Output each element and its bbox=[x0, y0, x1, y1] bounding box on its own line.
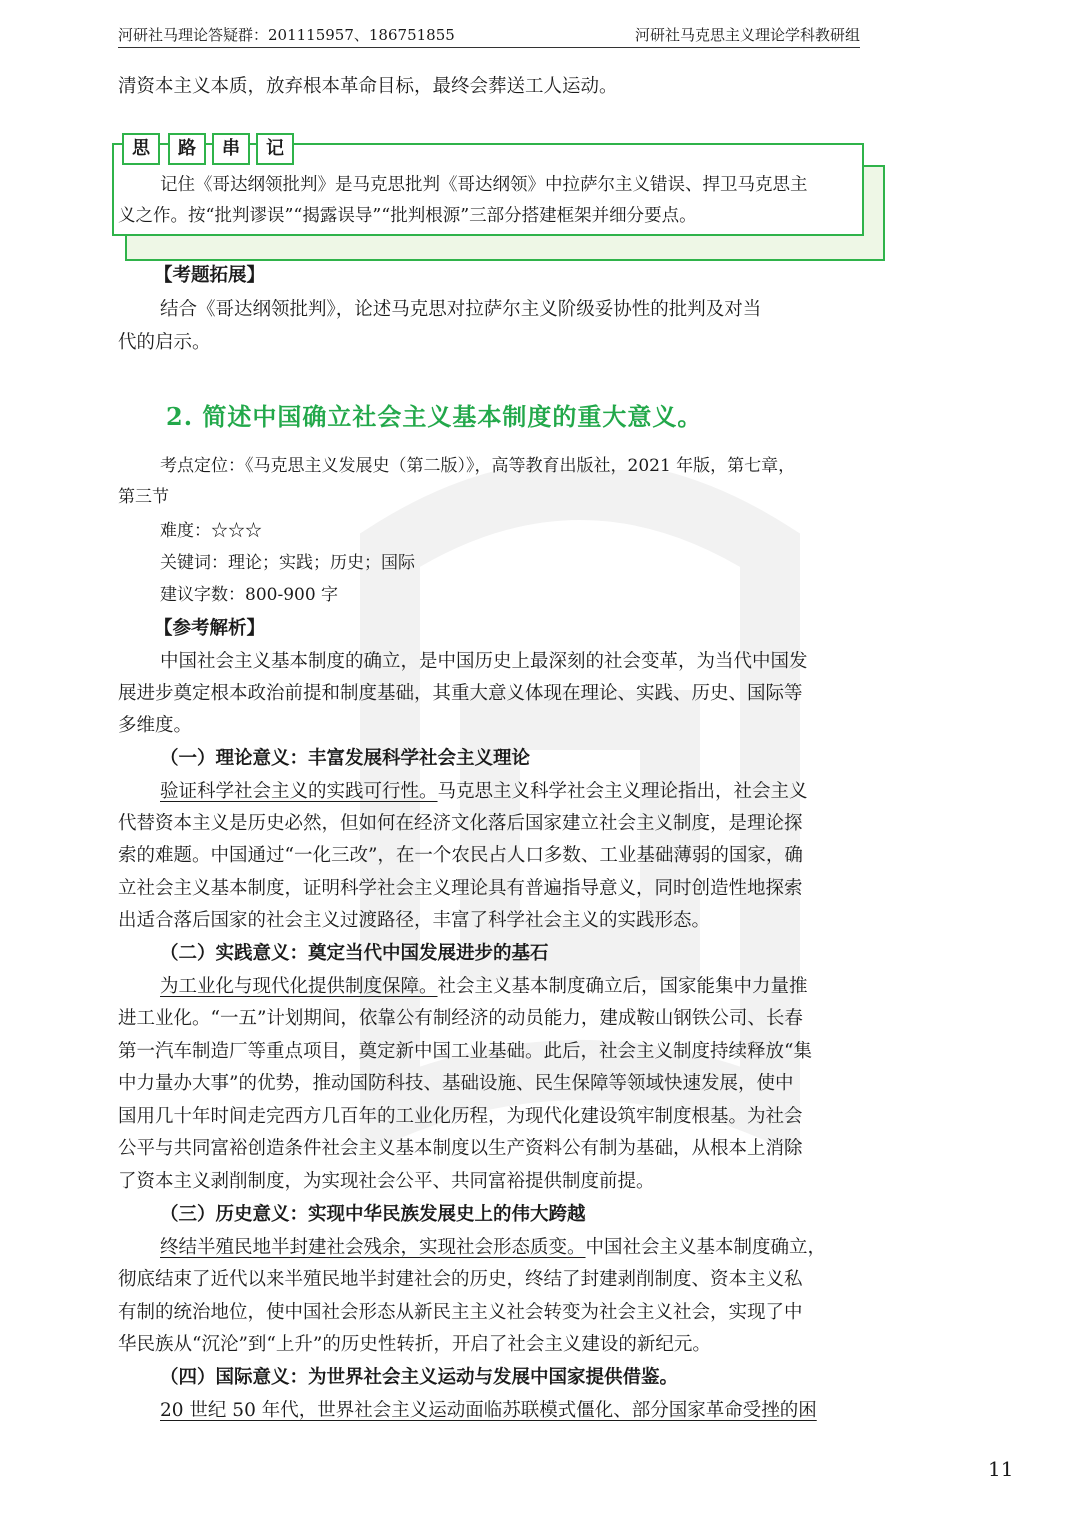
section-3-first-line bbox=[118, 1232, 860, 1264]
section-4-first-line bbox=[118, 1395, 860, 1427]
difficulty: 难度：☆☆☆ bbox=[160, 521, 262, 541]
thinking-tab: 记 bbox=[256, 133, 294, 165]
header-left-text: 河研社马理论答疑群：201115957、186751855 bbox=[118, 26, 455, 44]
section-2-line: 进工业化。“一五”计划期间，依靠公有制经济的动员能力，建成鞍山钢铁公司、长春 bbox=[118, 1008, 803, 1029]
section-1-line: 索的难题。中国通过“一化三改”，在一个农民占人口多数、工业基础薄弱的国家，确 bbox=[118, 845, 803, 866]
analysis-intro-line: 展进步奠定根本政治前提和制度基础，其重大意义体现在理论、实践、历史、国际等 bbox=[118, 683, 803, 704]
section-2-heading: （二）实践意义：奠定当代中国发展进步的基石 bbox=[160, 943, 549, 964]
section-2-key-point: 为工业化与现代化提供制度保障。 bbox=[160, 976, 438, 997]
section-2-line: 中力量办大事”的优势，推动国防科技、基础设施、民生保障等领域快速发展，使中 bbox=[118, 1073, 794, 1094]
section-1-line: 代替资本主义是历史必然，但如何在经济文化落后国家建立社会主义制度，是理论探 bbox=[118, 813, 803, 834]
word-count: 建议字数：800-900 字 bbox=[160, 585, 339, 605]
thinking-tab: 思 bbox=[122, 133, 160, 165]
section-3-first-rest: 中国社会主义基本制度确立， bbox=[585, 1237, 827, 1258]
section-2-first-rest: 社会主义基本制度确立后，国家能集中力量推 bbox=[437, 976, 808, 997]
page-header bbox=[118, 22, 860, 48]
intro-continuation: 清资本主义本质，放弃根本革命目标，最终会葬送工人运动。 bbox=[118, 76, 618, 97]
section-3-key-point: 终结半殖民地半封建社会残余，实现社会形态质变。 bbox=[160, 1237, 586, 1258]
section-1-line: 出适合落后国家的社会主义过渡路径，丰富了科学社会主义的实践形态。 bbox=[118, 910, 711, 931]
thinking-box-line: 义之作。按“批判谬误”“揭露误导”“批判根源”三部分搭建框架并细分要点。 bbox=[118, 206, 697, 226]
section-3-line: 华民族从“沉沦”到“上升”的历史性转折，开启了社会主义建设的新纪元。 bbox=[118, 1334, 711, 1355]
thinking-tab: 串 bbox=[212, 133, 250, 165]
section-4-heading: （四）国际意义：为世界社会主义运动与发展中国家提供借鉴。 bbox=[160, 1367, 679, 1388]
section-2-line: 了资本主义剥削制度，为实现社会公平、共同富裕提供制度前提。 bbox=[118, 1171, 655, 1192]
section-4-key-point: 20 世纪 50 年代，世界社会主义运动面临苏联模式僵化、部分国家革命受挫的困 bbox=[160, 1400, 817, 1421]
header-right-text: 河研社马克思主义理论学科教研组 bbox=[634, 26, 860, 44]
exam-ext-line: 结合《哥达纲领批判》，论述马克思对拉萨尔主义阶级妥协性的批判及对当 bbox=[160, 299, 762, 320]
thinking-box-line: 记住《哥达纲领批判》是马克思批判《哥达纲领》中拉萨尔主义错误、捍卫马克思主 bbox=[160, 175, 808, 195]
section-1-line: 立社会主义基本制度，证明科学社会主义理论具有普遍指导意义，同时创造性地探索 bbox=[118, 878, 803, 899]
exam-location: 考点定位：《马克思主义发展史（第二版）》，高等教育出版社，2021 年版，第七章， bbox=[160, 456, 796, 476]
page-number: 11 bbox=[988, 1457, 1014, 1481]
keywords: 关键词：理论；实践；历史；国际 bbox=[160, 553, 415, 573]
section-2-line: 第一汽车制造厂等重点项目，奠定新中国工业基础。此后，社会主义制度持续释放“集 bbox=[118, 1041, 812, 1062]
section-2-first-line bbox=[118, 971, 860, 1003]
section-3-line: 彻底结束了近代以来半殖民地半封建社会的历史，终结了封建剥削制度、资本主义私 bbox=[118, 1269, 803, 1290]
section-3-heading: （三）历史意义：实现中华民族发展史上的伟大跨越 bbox=[160, 1204, 586, 1225]
section-1-first-rest: 马克思主义科学社会主义理论指出，社会主义 bbox=[437, 781, 808, 802]
analysis-heading: 【参考解析】 bbox=[154, 618, 266, 639]
section-1-first-line bbox=[118, 776, 860, 808]
question-title: 2. 简述中国确立社会主义基本制度的重大意义。 bbox=[166, 402, 703, 431]
thinking-tab: 路 bbox=[168, 133, 206, 165]
analysis-intro-line: 中国社会主义基本制度的确立，是中国历史上最深刻的社会变革，为当代中国发 bbox=[160, 651, 808, 672]
section-2-line: 公平与共同富裕创造条件社会主义基本制度以生产资料公有制为基础，从根本上消除 bbox=[118, 1138, 803, 1159]
section-2-line: 国用几十年时间走完西方几百年的工业化历程，为现代化建设筑牢制度根基。为社会 bbox=[118, 1106, 803, 1127]
exam-location-cont: 第三节 bbox=[118, 487, 169, 507]
section-1-heading: （一）理论意义：丰富发展科学社会主义理论 bbox=[160, 748, 531, 769]
section-3-line: 有制的统治地位，使中国社会形态从新民主主义社会转变为社会主义社会，实现了中 bbox=[118, 1302, 803, 1323]
analysis-intro-line: 多维度。 bbox=[118, 715, 193, 736]
exam-ext-line: 代的启示。 bbox=[118, 332, 211, 353]
exam-ext-heading: 【考题拓展】 bbox=[154, 265, 266, 286]
section-1-key-point: 验证科学社会主义的实践可行性。 bbox=[160, 781, 438, 802]
